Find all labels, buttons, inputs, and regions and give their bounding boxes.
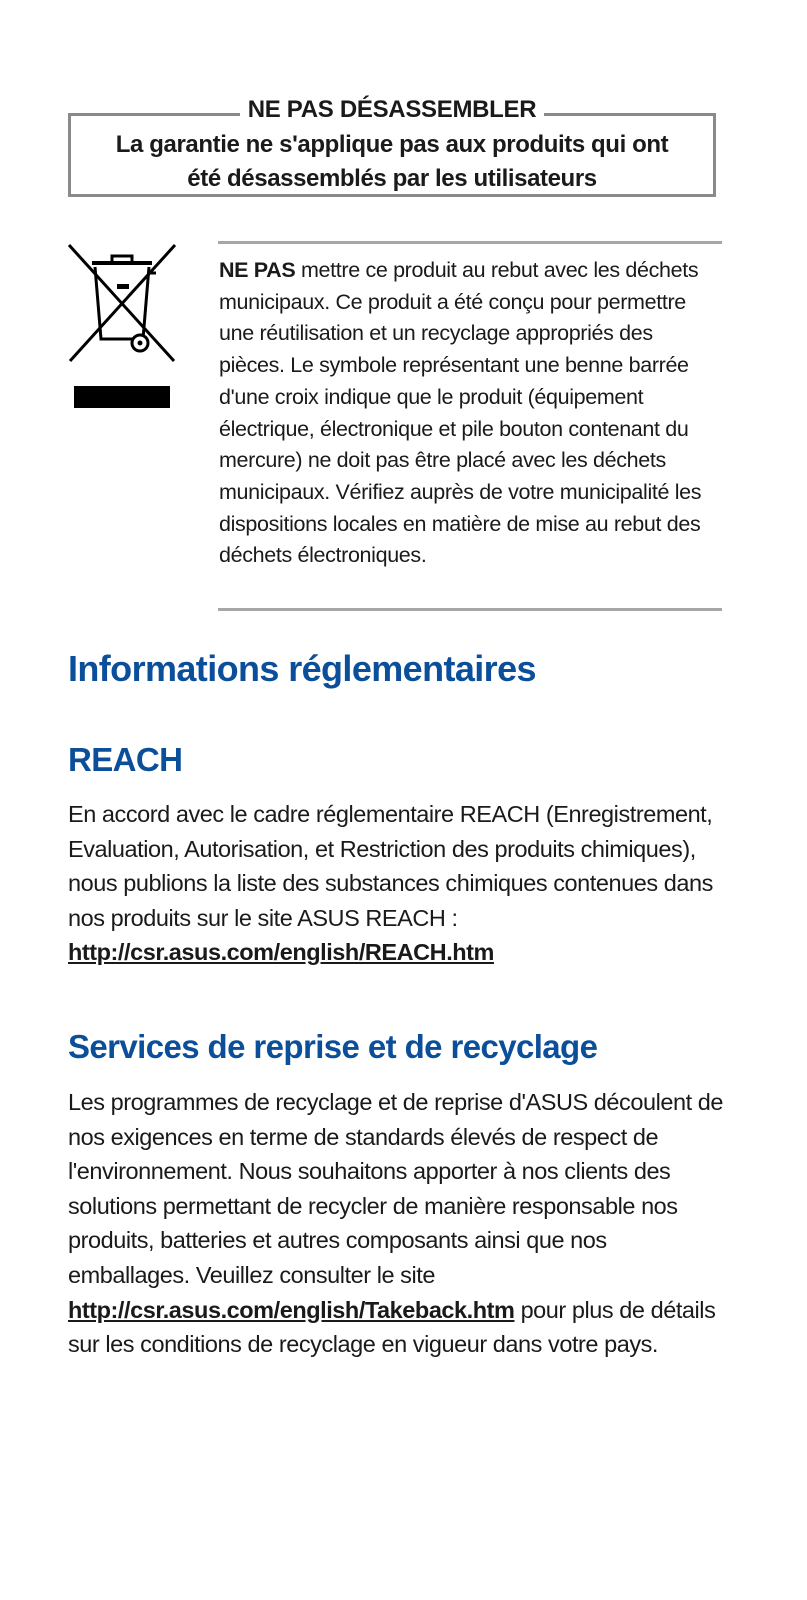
disposal-top-rule: [218, 241, 722, 244]
disposal-text: [219, 255, 724, 572]
recycling-heading: Services de reprise et de recyclage: [68, 1028, 598, 1065]
crossed-out-wheelie-bin-icon: [66, 243, 178, 365]
reach-text: En accord avec le cadre réglementaire REACH (Enregistrement, Evaluation, Autorisation, et Restriction des produits chimiques), nous publions la liste des substances chimiques contenues dans nos produits sur le site ASUS REACH :: [68, 801, 713, 931]
warning-line-2: été désassemblés par les utilisateurs: [187, 165, 597, 192]
warning-box: [68, 96, 716, 197]
recycling-text-after: pour plus de détails sur les conditions de recyclage en vigueur dans votre pays.: [68, 1296, 716, 1358]
bin-underline-bar: [74, 386, 170, 408]
warning-title: NE PAS DÉSASSEMBLER: [240, 96, 545, 123]
reach-paragraph: [68, 797, 728, 970]
reach-link[interactable]: http://csr.asus.com/english/REACH.htm: [68, 939, 495, 966]
disposal-lead: NE PAS: [219, 258, 296, 282]
reach-heading: REACH: [68, 741, 183, 778]
warning-title-wrap: [71, 96, 713, 124]
recycling-paragraph: [68, 1085, 728, 1362]
disposal-body: mettre ce produit au rebut avec les déchets municipaux. Ce produit a été conçu pour permettre une réutilisation et un recyclage appropriés des pièces. Le symbole représentant une benne barrée d'une croix indique que le produit (équipement électrique, électronique et pile bouton contenant du mercure) ne doit pas être placé avec les déchets municipaux. Vérifiez auprès de votre municipalité les dispositions locales en matière de mise au rebut des déchets électroniques.: [219, 258, 702, 568]
warning-line-1: La garantie ne s'applique pas aux produits qui ont: [115, 131, 669, 158]
disposal-bottom-rule: [218, 608, 722, 611]
warning-text: [81, 128, 703, 196]
recycling-text-before: Les programmes de recyclage et de reprise d'ASUS découlent de nos exigences en terme de standards élevés de respect de l'environnement. Nous souhaitons apporter à nos clients des solutions permettant de recycler de manière responsable nos produits, batteries et autres composants ainsi que nos emballages. Veuillez consulter le site: [68, 1089, 723, 1288]
takeback-link[interactable]: http://csr.asus.com/english/Takeback.htm: [68, 1296, 515, 1323]
regulatory-heading: Informations réglementaires: [68, 648, 536, 689]
